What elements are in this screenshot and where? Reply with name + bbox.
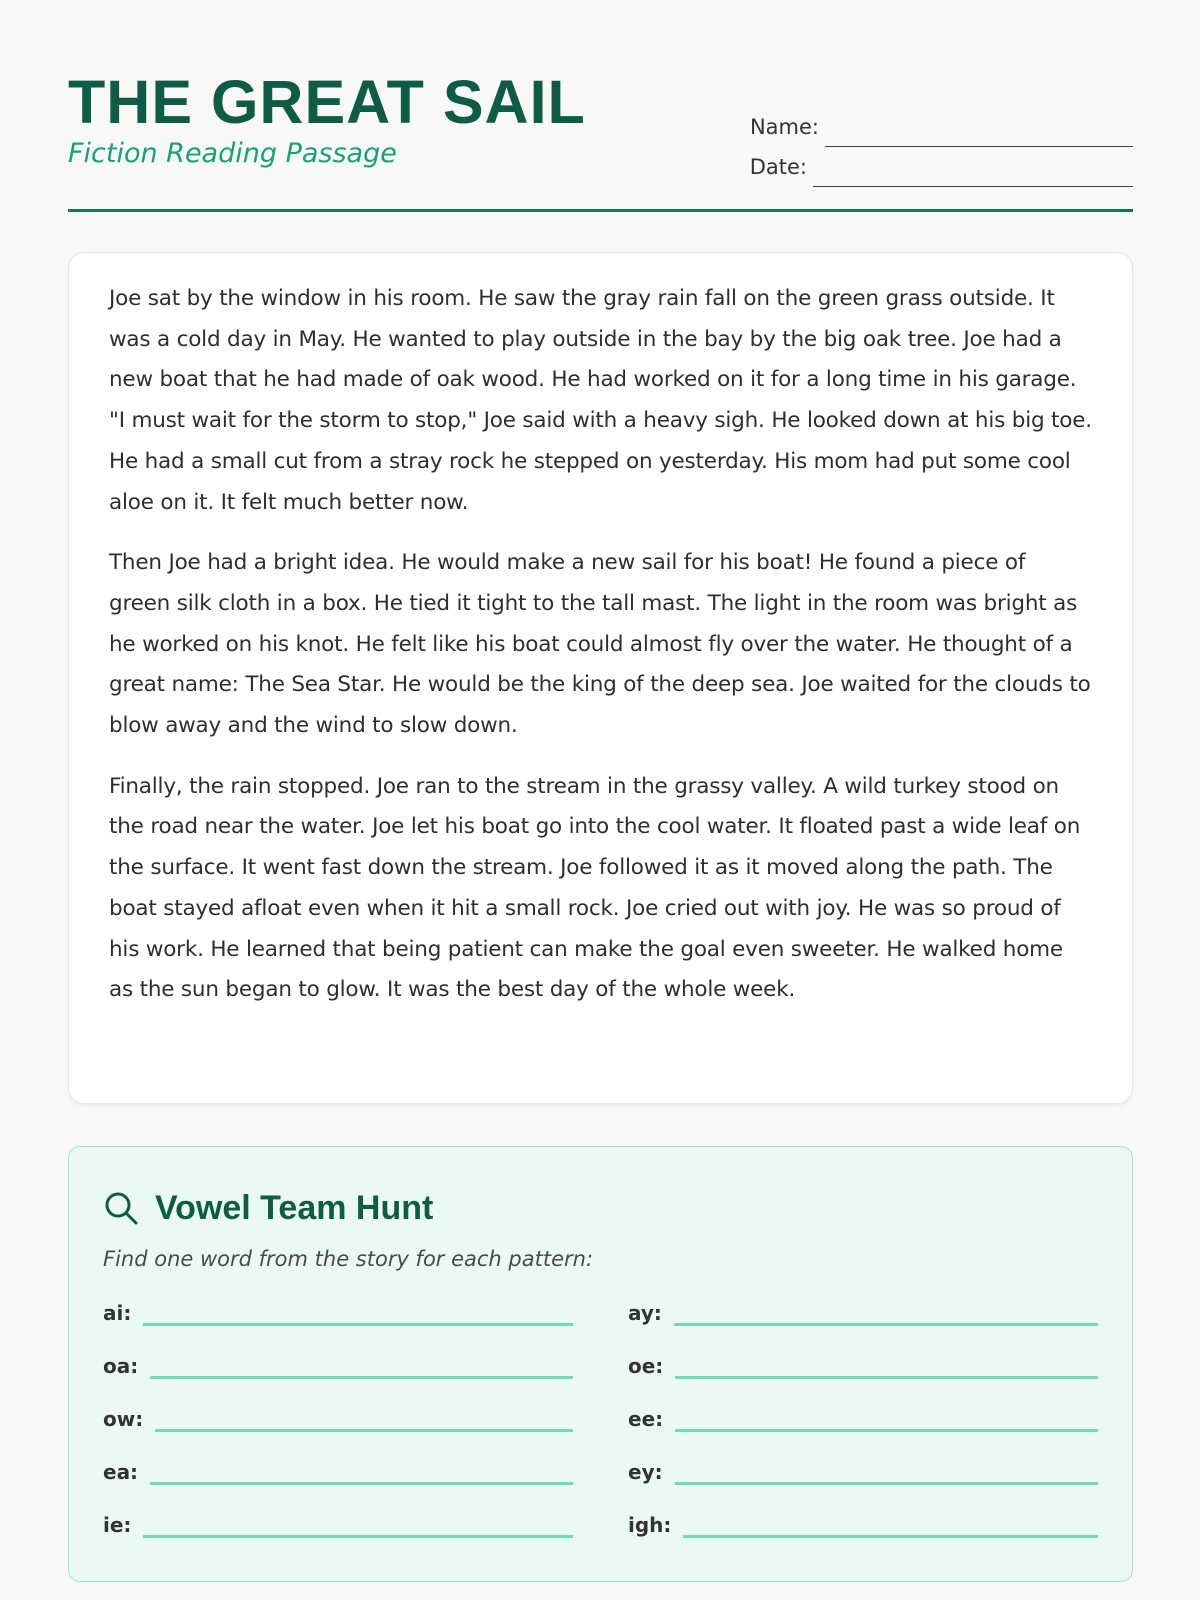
vowel-team-hunt bbox=[68, 1146, 1133, 1582]
answer-line-igh[interactable] bbox=[683, 1534, 1098, 1538]
student-info bbox=[750, 107, 1133, 187]
passage-paragraph: Finally, the rain stopped. Joe ran to the stream in the grassy valley. A wild turkey stood on the road near the water. Joe let his boat go into the cool water. It floated past a wide leaf on the surface. It went fast down the stream. Joe followed it as it moved along the path. The boat stayed afloat even when it hit a small rock. Joe cried out with joy. He was so proud of his work. He learned that being patient can make the goal even sweeter. He walked home as the sun began to glow. It was the best day of the whole week. bbox=[109, 773, 1081, 1003]
answer-line-ay[interactable] bbox=[674, 1322, 1098, 1326]
pattern-label: ie: bbox=[103, 1513, 132, 1537]
pattern-label: ey: bbox=[628, 1460, 663, 1484]
date-field[interactable] bbox=[813, 166, 1133, 187]
answer-line-ai[interactable] bbox=[143, 1322, 573, 1326]
page-title: THE GREAT SAIL bbox=[68, 68, 586, 136]
hunt-heading bbox=[103, 1183, 1098, 1233]
page-subtitle: Fiction Reading Passage bbox=[68, 138, 397, 169]
hunt-title: Vowel Team Hunt bbox=[155, 1188, 434, 1227]
name-field[interactable] bbox=[825, 126, 1133, 147]
answer-line-ow[interactable] bbox=[155, 1428, 573, 1432]
pattern-label: ee: bbox=[628, 1407, 664, 1431]
search-icon bbox=[103, 1190, 139, 1226]
pattern-label: igh: bbox=[628, 1513, 672, 1537]
pattern-ay bbox=[628, 1293, 1098, 1326]
date-label: Date: bbox=[749, 155, 807, 179]
reading-passage bbox=[68, 252, 1133, 1104]
worksheet-header bbox=[68, 0, 1133, 212]
name-row bbox=[750, 107, 1133, 147]
pattern-label: ay: bbox=[628, 1301, 662, 1325]
pattern-ie bbox=[103, 1505, 573, 1538]
pattern-label: ai: bbox=[103, 1301, 132, 1325]
pattern-ai bbox=[103, 1293, 573, 1326]
pattern-label: ow: bbox=[103, 1407, 144, 1431]
hunt-instruction: Find one word from the story for each pattern: bbox=[103, 1247, 594, 1271]
pattern-oa bbox=[103, 1346, 573, 1379]
answer-line-ie[interactable] bbox=[143, 1534, 573, 1538]
pattern-label: oe: bbox=[628, 1354, 664, 1378]
answer-line-ey[interactable] bbox=[675, 1481, 1098, 1485]
pattern-oe bbox=[628, 1346, 1098, 1379]
answer-line-ea[interactable] bbox=[150, 1481, 573, 1485]
answer-line-oe[interactable] bbox=[675, 1375, 1098, 1379]
pattern-ee bbox=[628, 1399, 1098, 1432]
pattern-label: ea: bbox=[103, 1460, 139, 1484]
answer-line-oa[interactable] bbox=[150, 1375, 573, 1379]
passage-paragraph: Then Joe had a bright idea. He would make a new sail for his boat! He found a piece of green silk cloth in a box. He tied it tight to the tall mast. The light in the room was bright as he worked on his knot. He felt like his boat could almost fly over the water. He thought of a great name: The Sea Star. He would be the king of the deep sea. Joe waited for the clouds to blow away and the wind to slow down. bbox=[109, 550, 1091, 739]
pattern-label: oa: bbox=[103, 1354, 139, 1378]
pattern-ea bbox=[103, 1452, 573, 1485]
pattern-igh bbox=[628, 1505, 1098, 1538]
pattern-ow bbox=[103, 1399, 573, 1432]
name-label: Name: bbox=[749, 115, 819, 139]
pattern-grid bbox=[103, 1293, 1098, 1538]
pattern-ey bbox=[628, 1452, 1098, 1485]
worksheet-page bbox=[68, 0, 1133, 1537]
passage-paragraph: Joe sat by the window in his room. He saw the gray rain fall on the green grass outside. It was a cold day in May. He wanted to play outside in the bay by the big oak tree. Joe had a new boat that he had made of oak wood. He had worked on it for a long time in his garage. "I must wait for the storm to stop," Joe said with a heavy sigh. He looked down at his big toe. He had a small cut from a stray rock he stepped on yesterday. His mom had put some cool aloe on it. It felt much better now. bbox=[109, 286, 1092, 515]
answer-line-ee[interactable] bbox=[675, 1428, 1098, 1432]
date-row bbox=[750, 147, 1133, 187]
